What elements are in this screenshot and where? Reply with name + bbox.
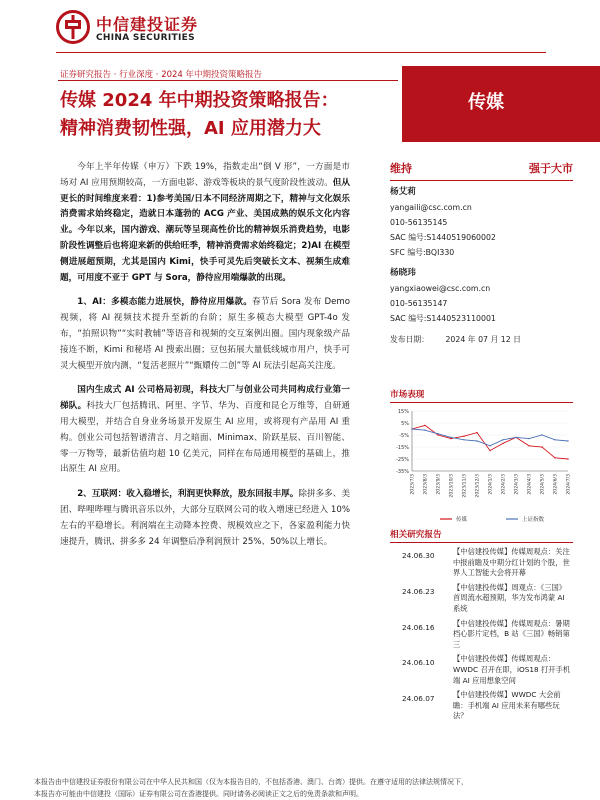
- market-chart: [390, 407, 573, 527]
- chart-data-point: [489, 450, 490, 451]
- chart-y-tick: 15%: [397, 409, 409, 415]
- research-link[interactable]: 【中信建投传媒】传媒周观点：关注中报前瞻及中期分红计划的个股，世界人工智能大会将开幕: [453, 547, 570, 578]
- rating-bar: [390, 160, 573, 181]
- chart-data-point: [424, 425, 425, 426]
- chart-data-point: [476, 432, 477, 433]
- research-item[interactable]: [390, 583, 573, 615]
- chart-title: 市场表现: [390, 388, 573, 403]
- chart-x-tick: 2023/9/3: [436, 474, 442, 495]
- brand-name-en: CHINA SECURITIES: [96, 33, 195, 43]
- body-paragraph: [60, 383, 350, 478]
- chart-data-point: [554, 439, 555, 440]
- research-date: 24.06.07: [402, 694, 435, 704]
- header-divider: [56, 52, 546, 53]
- market-chart-svg: [390, 407, 573, 527]
- body-paragraph: [60, 295, 350, 374]
- body-paragraph: [60, 160, 350, 286]
- disclaimer-line: 本报告由中信建投证券股份有限公司在中华人民共和国（仅为本报告目的，不包括香港、澳门、台湾）提供。在遵守适用的法律法规情况下，: [34, 778, 468, 786]
- analyst-block: [390, 266, 573, 326]
- chart-x-tick: 2024/6/3: [553, 474, 559, 495]
- sector-banner-label: 传媒: [468, 92, 504, 113]
- chart-data-point: [567, 458, 568, 459]
- analyst-name: 杨晓玮: [390, 268, 416, 278]
- research-link[interactable]: 【中信建投传媒】传媒周观点：WWDC 召开在即，iOS18 打开手机端 AI 应用想象空间: [453, 654, 571, 685]
- disclaimer-footer: [34, 776, 594, 800]
- chart-y-tick: -15%: [396, 445, 409, 451]
- body-text: 除拼多多、美团、哔哩哔哩与腾讯音乐以外，大部分互联网公司的收入增速已经进入 10%左右的平稳增长。利润端在主动降本控费、规模效应之下，各家盈利能力快速提升，腾讯、拼多多 24 年调整后净利润预计 25%、50%以上增长。: [60, 489, 350, 547]
- publish-date-value: 2024 年 07 月 12 日: [445, 335, 521, 344]
- chart-data-point: [411, 428, 412, 429]
- research-date: 24.06.10: [402, 658, 435, 668]
- chart-data-point: [502, 439, 503, 440]
- market-performance: [390, 388, 573, 527]
- sidebar: [390, 160, 573, 347]
- chart-data-point: [515, 437, 516, 438]
- analyst-email[interactable]: yangaili@csc.com.cn: [390, 203, 472, 212]
- logo-mark-icon: [56, 10, 90, 44]
- research-item[interactable]: [390, 547, 573, 579]
- chart-data-point: [463, 436, 464, 437]
- body-emphasis: 国内生成式 AI 公司格局初现，科技大厂与创业公司共同构成行业第一梯队。: [60, 385, 350, 412]
- chart-legend-label: 传媒: [456, 517, 468, 523]
- chart-y-tick: 5%: [401, 421, 409, 427]
- chart-data-point: [463, 439, 464, 440]
- chart-x-tick: 2023/11/3: [462, 474, 468, 498]
- body-text: 科技大厂包括腾讯、阿里、字节、华为、百度和昆仑万维等，自研通用大模型，并结合自身业务场景开发原生 AI 应用，或将现有产品用 AI 重构。创业公司包括智谱清言、月之暗面、Minimax、阶跃星辰、百川智能、零一万物等，最新估值均超 10 亿美元，同样在布局通用模型的基础上，推出原生 AI 应用。: [60, 401, 350, 475]
- research-link[interactable]: 【中信建投传媒】WWDC 大会前瞻：手机端 AI 应用未来有哪些玩法？: [453, 690, 561, 721]
- chart-y-tick: -5%: [399, 433, 409, 439]
- research-link[interactable]: 【中信建投传媒】传媒周观点：暑期档心影片定档，B 站《三国》畅销第三: [453, 618, 570, 649]
- chart-data-point: [528, 445, 529, 446]
- analyst-name: 杨艾莉: [390, 187, 416, 197]
- chart-x-tick: 2024/7/3: [566, 474, 572, 495]
- report-body: [60, 160, 350, 559]
- report-title-line2: 精神消费韧性强，AI 应用潜力大: [60, 118, 321, 139]
- publish-date-label: 发布日期：: [390, 335, 429, 344]
- chart-data-point: [541, 434, 542, 435]
- chart-data-point: [450, 438, 451, 439]
- chart-series-line: [412, 425, 568, 459]
- research-date: 24.06.23: [402, 586, 435, 596]
- body-emphasis: 1、AI：多模态能力进展快，静待应用爆款。: [77, 297, 253, 308]
- research-list: [390, 547, 573, 722]
- chart-data-point: [424, 430, 425, 431]
- chart-y-tick: -25%: [396, 457, 409, 463]
- chart-y-tick: -35%: [396, 469, 409, 475]
- chart-x-tick: 2024/1/3: [488, 474, 494, 495]
- chart-data-point: [528, 438, 529, 439]
- body-text: 今年上半年传媒（申万）下跌 19%，指数走出“倒 V 形”，一方面是市场对 AI 应用预期较高，一方面电影、游戏等板块的景气度阶段性波动。: [60, 162, 350, 188]
- breadcrumb: 证券研究报告 · 行业深度 · 2024 年中期投资策略报告: [60, 70, 263, 80]
- analyst-sfc: SFC 编号:BQI330: [390, 248, 455, 257]
- body-text: 春节后 Sora 发布 Demo 视频，将 AI 视频技术提升至新的台阶；原生多模态大模型 GPT-4o 发布，“拍照识物”“实时教辅”等语音和视频的交互案例出圈。国内现象级产品接连不断，Kimi 和秘塔 AI 搜索出圈；豆包拓展大量低线城市用户，快手可灵大模型开放内测，“复活老照片”“甄嬛传二创”等 AI 玩法引起高关注度。: [60, 297, 350, 371]
- research-date: 24.06.16: [402, 622, 435, 632]
- brand-name-cn: 中信建投证券: [96, 15, 199, 34]
- report-title-line1: 传媒 2024 年中期投资策略报告：: [60, 90, 339, 111]
- chart-data-point: [567, 440, 568, 441]
- chart-x-tick: 2023/10/3: [449, 474, 455, 498]
- chart-x-tick: 2024/5/3: [540, 474, 546, 495]
- research-title: 相关研究报告: [390, 528, 573, 543]
- analyst-sac: SAC 编号:S1440523110001: [390, 314, 496, 323]
- chart-data-point: [450, 437, 451, 438]
- analyst-email[interactable]: yangxiaowei@csc.com.cn: [390, 284, 491, 293]
- research-item[interactable]: [390, 690, 573, 722]
- research-date: 24.06.30: [402, 551, 435, 560]
- chart-x-tick: 2023/8/3: [423, 474, 429, 495]
- disclaimer-line: 本报告亦可能由中信建投（国际）证券有限公司在香港提供。同时请务必阅读正文之后的免责条款和声明。: [34, 790, 363, 798]
- research-item[interactable]: [390, 654, 573, 686]
- chart-x-tick: 2024/3/3: [514, 474, 520, 495]
- analyst-sac: SAC 编号:S1440519060002: [390, 233, 496, 242]
- chart-data-point: [437, 434, 438, 435]
- chart-data-point: [489, 445, 490, 446]
- rating-value: 强于大市: [529, 162, 573, 175]
- chart-data-point: [437, 433, 438, 434]
- chart-series-line: [412, 429, 568, 446]
- chart-x-tick: 2024/4/3: [527, 474, 533, 495]
- chart-data-point: [554, 457, 555, 458]
- rating-label: 维持: [390, 162, 412, 175]
- body-paragraph: [60, 487, 350, 550]
- body-emphasis: 但从更长的时间维度来看：1)参考美国/日本不同经济周期之下，精神与文化娱乐消费需求始终稳定，造就日本蓬勃的 ACG 产业、美国成熟的娱乐文化内容业。今年以来，国内游戏、潮玩等呈现高性价比的精神娱乐消费趋势，电影阶段性调整后也将迎来新的供给旺季，精神消费需求始终稳定；2)AI 在模型侧进展超预期，尤其是国内 Kimi，快手可灵先后突破长文本、视频生成难题，可用度不亚于 GPT 与 Sora，静待应用端爆款的出现。: [60, 177, 350, 283]
- chart-legend-label: 上证指数: [522, 517, 545, 523]
- chart-x-tick: 2023/12/3: [475, 474, 481, 498]
- chart-data-point: [476, 440, 477, 441]
- analyst-phone: 010-56135145: [390, 218, 448, 227]
- related-research: [390, 528, 573, 722]
- chart-data-point: [502, 443, 503, 444]
- chart-data-point: [541, 446, 542, 447]
- research-item[interactable]: [390, 619, 573, 651]
- body-emphasis: 2、互联网：收入稳增长，利润更快释放，股东回报丰厚。: [77, 489, 299, 500]
- chart-x-tick: 2023/7/3: [410, 474, 416, 495]
- analyst-phone: 010-56135147: [390, 299, 448, 308]
- analyst-block: [390, 185, 573, 260]
- chart-x-tick: 2024/2/3: [501, 474, 507, 495]
- research-link[interactable]: 【中信建投传媒】周观点：《三国》首周流水超预期，华为发布鸿蒙 AI 系统: [453, 582, 567, 613]
- breadcrumb-divider: [58, 80, 398, 81]
- publish-date-row: [390, 332, 573, 347]
- company-logo: [56, 10, 216, 48]
